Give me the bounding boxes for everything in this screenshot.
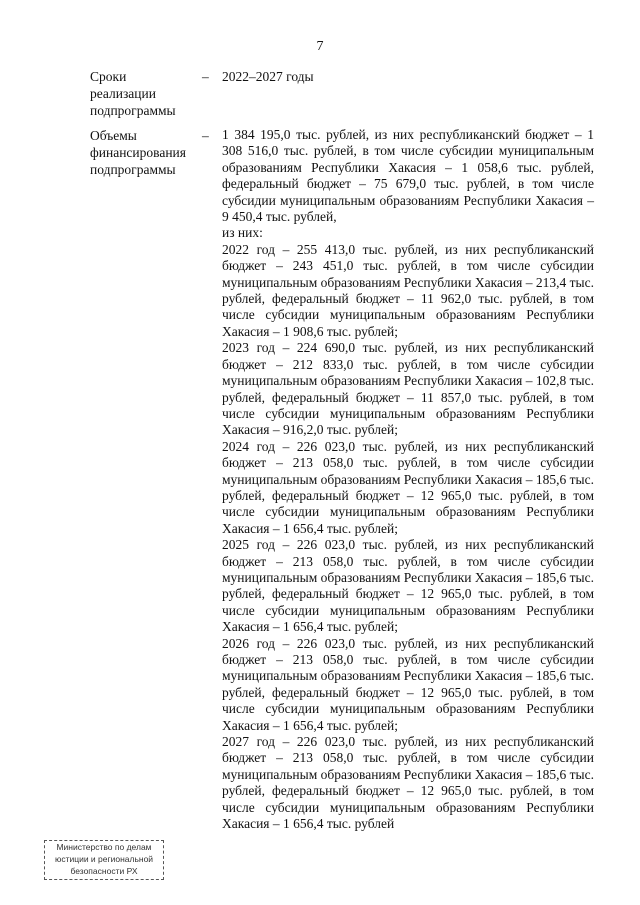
funding-year-2026: 2026 год – 226 023,0 тыс. рублей, из них республиканский бюджет – 213 058,0 тыс. рублей, в том числе субсидии муниципальным образованиям Республики Хакасия – 185,6 тыс. рублей, федеральный бюджет – 12 965,0 тыс. рублей, в том числе субсидии муниципальным образованиям Республики Хакасия – 1 656,4 тыс. рублей; <box>222 635 594 733</box>
term-label-line: Сроки <box>90 69 127 84</box>
funding-dash: – <box>202 128 209 143</box>
term-label-line: реализации <box>90 86 156 102</box>
page-number: 7 <box>316 39 324 54</box>
term-dash: – <box>202 69 209 84</box>
funding-year-2022: 2022 год – 255 413,0 тыс. рублей, из них республиканский бюджет – 243 451,0 тыс. рублей, в том числе субсидии муниципальным образованиям Республики Хакасия – 213,4 тыс. рублей, федеральный бюджет – 11 962,0 тыс. рублей, в том числе субсидии муниципальным образованиям Республики Хакасия – 1 908,6 тыс. рублей; <box>222 241 594 339</box>
funding-intro: из них: <box>222 225 263 241</box>
stamp-line: юстиции и региональной <box>54 854 154 864</box>
funding-year-2025: 2025 год – 226 023,0 тыс. рублей, из них республиканский бюджет – 213 058,0 тыс. рублей, в том числе субсидии муниципальным образованиям Республики Хакасия – 185,6 тыс. рублей, федеральный бюджет – 12 965,0 тыс. рублей, в том числе субсидии муниципальным образованиям Республики Хакасия – 1 656,4 тыс. рублей; <box>222 537 594 635</box>
stamp-line: безопасности РХ <box>70 866 138 876</box>
funding-label <box>90 127 190 179</box>
funding-value <box>222 127 594 832</box>
funding-label-line: подпрограммы <box>90 162 176 178</box>
funding-year-2023: 2023 год – 224 690,0 тыс. рублей, из них республиканский бюджет – 212 833,0 тыс. рублей, в том числе субсидии муниципальным образованиям Республики Хакасия – 102,8 тыс. рублей, федеральный бюджет – 11 857,0 тыс. рублей, в том числе субсидии муниципальным образованиям Республики Хакасия – 916,2,0 тыс. рублей; <box>222 340 594 438</box>
funding-year-2024: 2024 год – 226 023,0 тыс. рублей, из них республиканский бюджет – 213 058,0 тыс. рублей, в том числе субсидии муниципальным образованиям Республики Хакасия – 185,6 тыс. рублей, федеральный бюджет – 12 965,0 тыс. рублей, в том числе субсидии муниципальным образованиям Республики Хакасия – 1 656,4 тыс. рублей; <box>222 438 594 536</box>
ministry-stamp <box>44 840 164 880</box>
term-value: 2022–2027 годы <box>222 69 314 84</box>
funding-total: 1 384 195,0 тыс. рублей, из них республиканский бюджет – 1 308 516,0 тыс. рублей, в том числе субсидии муниципальным образованиям Республики Хакасия – 1 058,6 тыс. рублей, федеральный бюджет – 75 679,0 тыс. рублей, в том числе субсидии муниципальным образованиям Республики Хакасия – 9 450,4 тыс. рублей, <box>222 127 594 225</box>
funding-label-line: финансирования <box>90 145 186 161</box>
stamp-line: Министерство по делам <box>56 842 152 852</box>
term-label <box>90 68 190 120</box>
funding-year-2027: 2027 год – 226 023,0 тыс. рублей, из них республиканский бюджет – 213 058,0 тыс. рублей, в том числе субсидии муниципальным образованиям Республики Хакасия – 185,6 тыс. рублей, федеральный бюджет – 12 965,0 тыс. рублей, в том числе субсидии муниципальным образованиям Республики Хакасия – 1 656,4 тыс. рублей <box>222 734 594 832</box>
funding-label-line: Объемы <box>90 128 137 143</box>
term-label-line: подпрограммы <box>90 103 176 119</box>
